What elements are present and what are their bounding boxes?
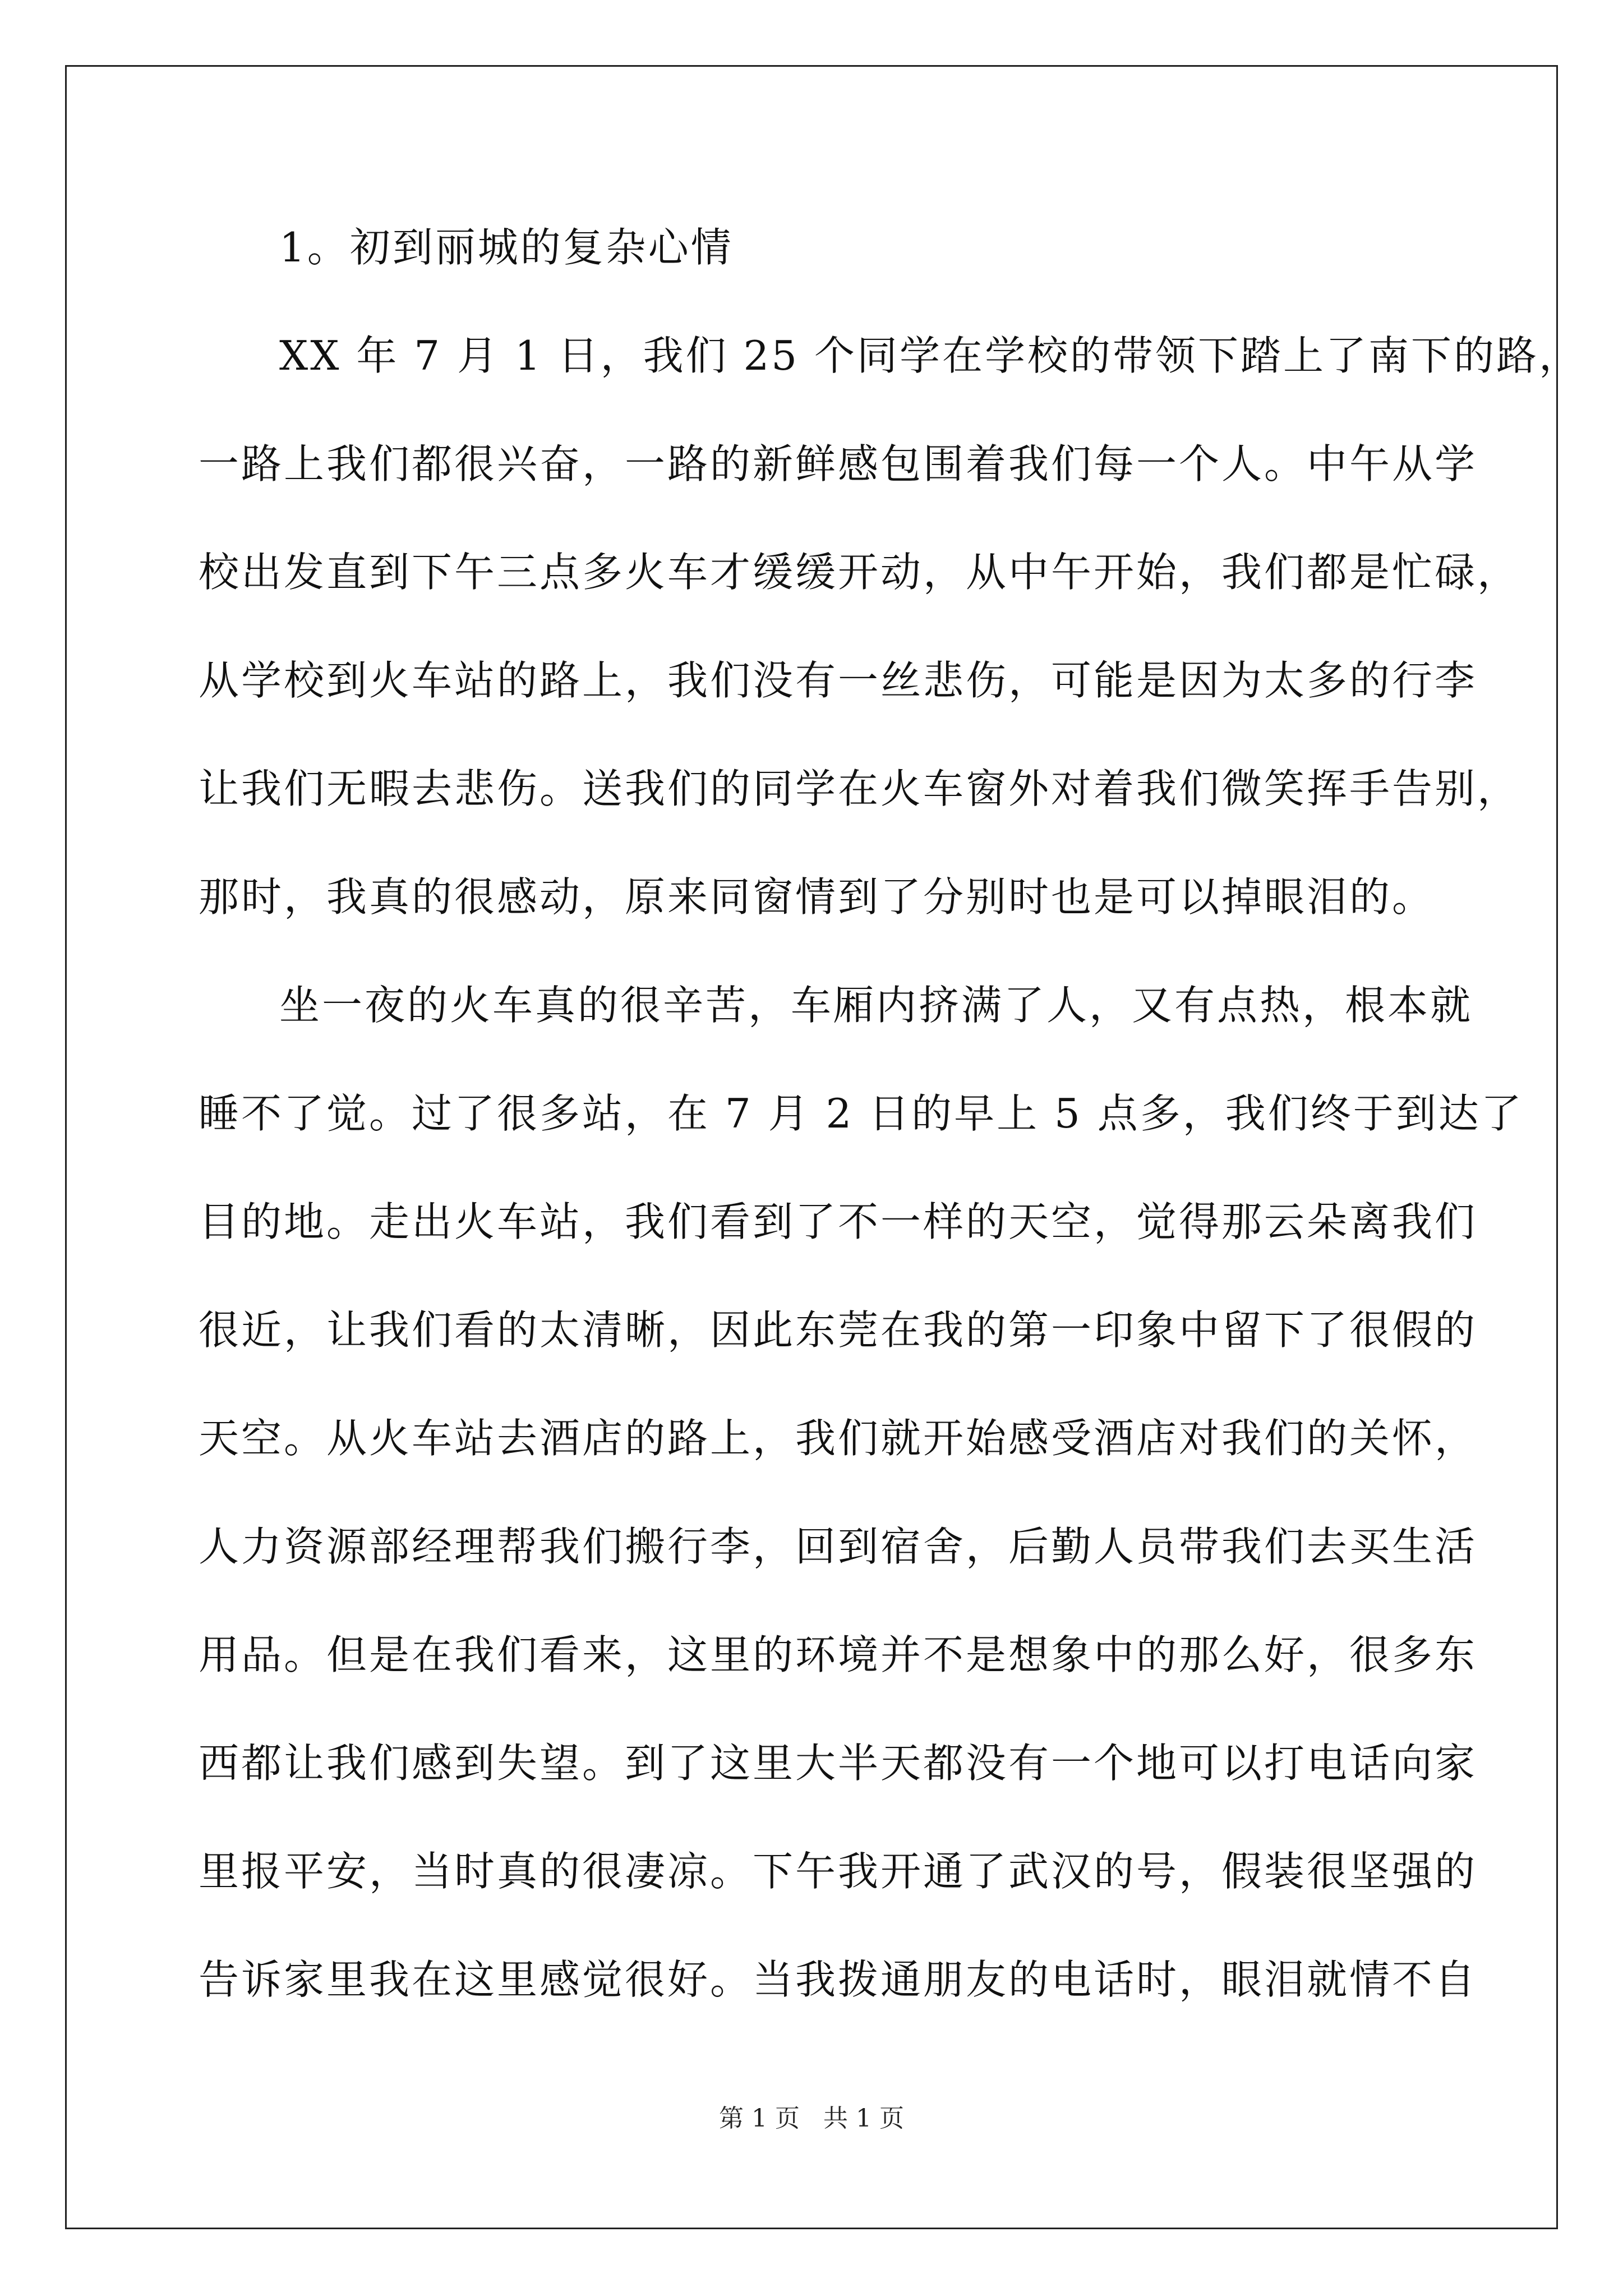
paragraph-line: 告诉家里我在这里感觉很好。当我拨通朋友的电话时，眼泪就情不自 — [199, 1956, 1478, 2003]
paragraph-line: 从学校到火车站的路上，我们没有一丝悲伤，可能是因为太多的行李 — [199, 657, 1478, 704]
paragraph-line: 里报平安，当时真的很凄凉。下午我开通了武汉的号，假装很坚强的 — [199, 1848, 1478, 1895]
paragraph-2 — [199, 974, 1524, 2056]
section-heading: 1。初到丽城的复杂心情 — [279, 224, 734, 271]
document-body — [199, 216, 1581, 2056]
paragraph-line: 校出发直到下午三点多火车才缓缓开动，从中午开始，我们都是忙碌， — [199, 549, 1520, 596]
paragraph-line: 天空。从火车站去酒店的路上，我们就开始感受酒店对我们的关怀， — [199, 1415, 1478, 1462]
paragraph-line: 目的地。走出火车站，我们看到了不一样的天空，觉得那云朵离我们 — [199, 1198, 1478, 1245]
page-total: 共 1 页 — [823, 2104, 904, 2133]
paragraph-line: 睡不了觉。过了很多站，在 7 月 2 日的早上 5 点多，我们终于到达了 — [199, 1090, 1524, 1137]
paragraph-line: 坐一夜的火车真的很辛苦，车厢内挤满了人，又有点热，根本就 — [279, 982, 1473, 1029]
paragraph-line: 用品。但是在我们看来，这里的环境并不是想象中的那么好，很多东 — [199, 1631, 1478, 1678]
paragraph-line: 人力资源部经理帮我们搬行李，回到宿舍，后勤人员带我们去买生活 — [199, 1523, 1478, 1570]
page-number: 第 1 页 — [719, 2104, 800, 2133]
page-footer — [0, 2102, 1623, 2136]
paragraph-line: 那时，我真的很感动，原来同窗情到了分别时也是可以掉眼泪的。 — [199, 873, 1435, 921]
paragraph-1 — [199, 324, 1581, 974]
paragraph-line: 西都让我们感到失望。到了这里大半天都没有一个地可以打电话向家 — [199, 1740, 1478, 1787]
paragraph-line: 一路上我们都很兴奋，一路的新鲜感包围着我们每一个人。中午从学 — [199, 440, 1478, 487]
paragraph-line: XX 年 7 月 1 日，我们 25 个同学在学校的带领下踏上了南下的路， — [279, 332, 1581, 379]
paragraph-line: 让我们无暇去悲伤。送我们的同学在火车窗外对着我们微笑挥手告别， — [199, 765, 1520, 812]
paragraph-line: 很近，让我们看的太清晰，因此东莞在我的第一印象中留下了很假的 — [199, 1306, 1478, 1354]
